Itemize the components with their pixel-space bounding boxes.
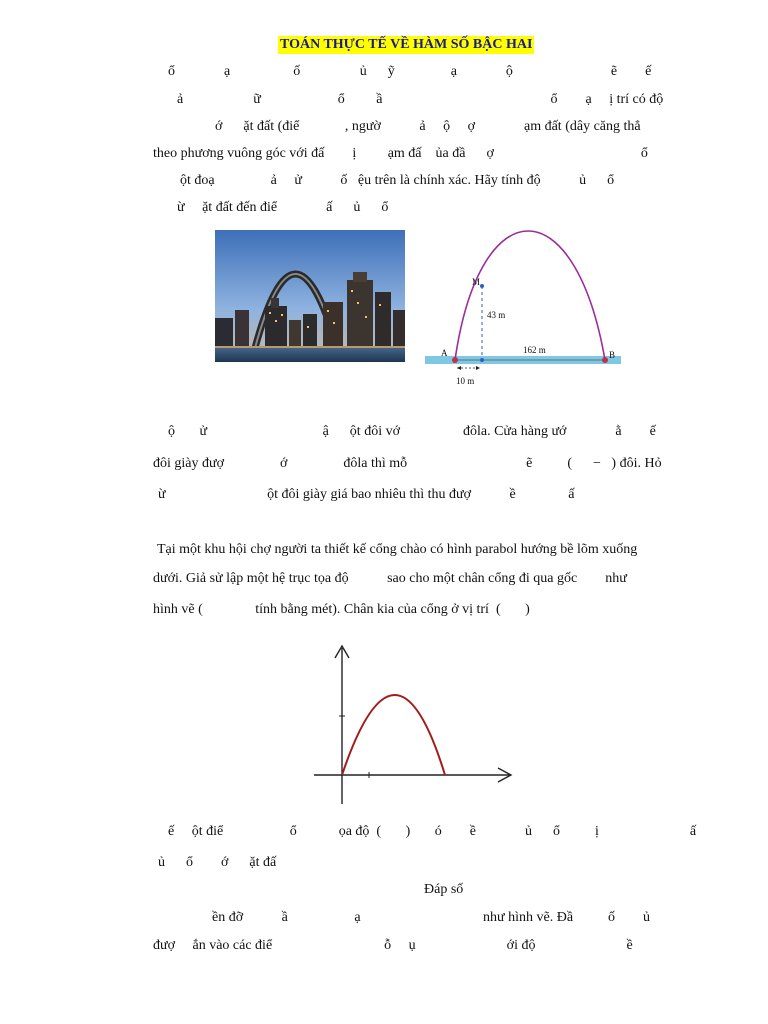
answer-line: ền đỡ ầ ạ như hình vẽ. Đầ ố ủ — [212, 910, 651, 925]
problem3-question-line: ế ột điể ổ ọa độ ( ) ó ề ủ ổ ị ấ — [168, 824, 697, 839]
point-m — [480, 284, 484, 288]
problem3-line: hình vẽ ( tính bằng mét). Chân kia của cổng ở vị trí ( ) — [153, 602, 530, 617]
problem3-line: Tại một khu hội chợ người ta thiết kế cổng chào có hình parabol hướng bề lõm xuống — [157, 542, 638, 557]
problem3-question-line: ủ ổ ớ ặt đấ — [158, 855, 277, 870]
label-m: M — [472, 277, 481, 287]
problem1-line: ừ ặt đất đến điể ấ ủ ổ — [177, 200, 389, 215]
arch-diagram — [425, 228, 625, 398]
label-b: B — [609, 350, 616, 360]
problem2-line: ừ ột đôi giày giá bao nhiêu thì thu đượ ề ấ — [158, 487, 575, 502]
answer-line: đượ ắn vào các điể ỗ ụ ới độ ề — [153, 938, 633, 953]
label-offset: 10 m — [456, 376, 475, 386]
problem1-line: ột đoạ ả ử ố ệu trên là chính xác. Hãy tính độ ủ ổ — [180, 173, 615, 188]
problem2-line: đôi giày đượ ớ đôla thì mỗ ẽ ( − ) đôi. Hỏ — [153, 456, 662, 471]
arch-photo — [215, 230, 405, 362]
label-width: 162 m — [523, 345, 546, 355]
problem3-line: dưới. Giả sử lập một hệ trục tọa độ sao cho một chân cổng đi qua gốc như — [153, 571, 627, 586]
problem1-line: ổ ạ ố ủ ỹ ạ ộ ẽ ế — [168, 64, 652, 79]
label-a: A — [441, 348, 448, 358]
problem1-line: ớ ặt đất (điể , ngườ ả ộ ợ ạm đất (dây căng thẳ — [215, 119, 641, 134]
point-a — [452, 357, 458, 363]
document-title: TOÁN THỰC TẾ VỀ HÀM SỐ BẬC HAI — [280, 37, 533, 52]
label-height: 43 m — [487, 310, 506, 320]
parabola-curve — [342, 695, 445, 775]
arch-curve — [455, 231, 605, 360]
problem2-line: ộ ử ậ ột đôi vớ đôla. Cửa hàng ướ ằ ế — [168, 424, 656, 439]
answer-heading: Đáp số — [424, 882, 464, 897]
problem1-line: theo phương vuông góc với đấ ị ạm đấ ủa đầ ợ ổ — [153, 146, 648, 161]
parabola-gate-diagram — [300, 640, 520, 810]
problem1-line: ả ữ ổ ầ ổ ạ ị trí có độ — [177, 92, 664, 107]
point-b — [602, 357, 608, 363]
